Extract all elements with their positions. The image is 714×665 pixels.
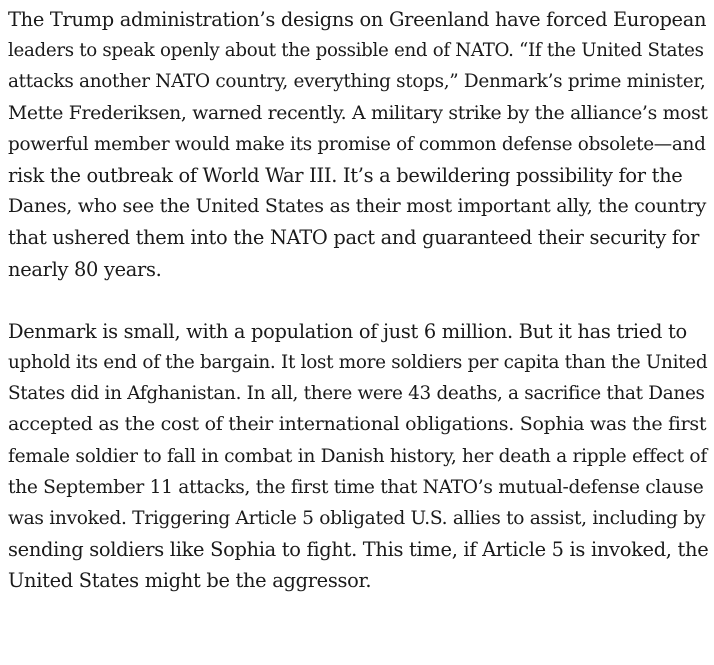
paragraph-2-line: sending soldiers like Sophia to fight. This time, if Article 5 is invoked, the	[8, 538, 709, 562]
paragraph-2-line: uphold its end of the bargain. It lost more soldiers per capita than the United	[8, 352, 708, 374]
paragraph-1-line: Mette Frederiksen, warned recently. A military strike by the alliance’s most	[8, 102, 708, 124]
paragraph-1-line: powerful member would make its promise of common defense obsolete—and	[8, 133, 706, 155]
paragraph-2-line: was invoked. Triggering Article 5 obligated U.S. allies to assist, including by	[8, 508, 706, 529]
paragraph-2	[8, 316, 709, 597]
paragraph-2-line: Denmark is small, with a population of just 6 million. But it has tried to	[8, 319, 687, 343]
paragraph-1	[8, 4, 706, 285]
paragraph-1-line: attacks another NATO country, everything stops,” Denmark’s prime minister,	[8, 71, 706, 93]
paragraph-1-line: leaders to speak openly about the possible end of NATO. “If the United States	[8, 40, 704, 62]
paragraph-spacer	[8, 285, 706, 316]
paragraph-2-line: the September 11 attacks, the first time that NATO’s mutual-defense clause	[8, 476, 704, 498]
paragraph-1-line: The Trump administration’s designs on Greenland have forced European	[8, 8, 707, 31]
paragraph-2-line: States did in Afghanistan. In all, there were 43 deaths, a sacrifice that Danes	[8, 383, 705, 405]
paragraph-2-line: accepted as the cost of their international obligations. Sophia was the first	[8, 413, 707, 436]
paragraph-1-line: that ushered them into the NATO pact and guaranteed their security for	[8, 226, 700, 250]
paragraph-1-line: nearly 80 years.	[8, 257, 162, 281]
paragraph-1-line: risk the outbreak of World War III. It’s a bewildering possibility for the	[8, 163, 683, 187]
paragraph-2-line: United States might be the aggressor.	[8, 569, 372, 593]
paragraph-1-line: Danes, who see the United States as their most important ally, the country	[8, 195, 707, 218]
paragraph-2-line: female soldier to fall in combat in Danish history, her death a ripple effect of	[8, 445, 707, 467]
